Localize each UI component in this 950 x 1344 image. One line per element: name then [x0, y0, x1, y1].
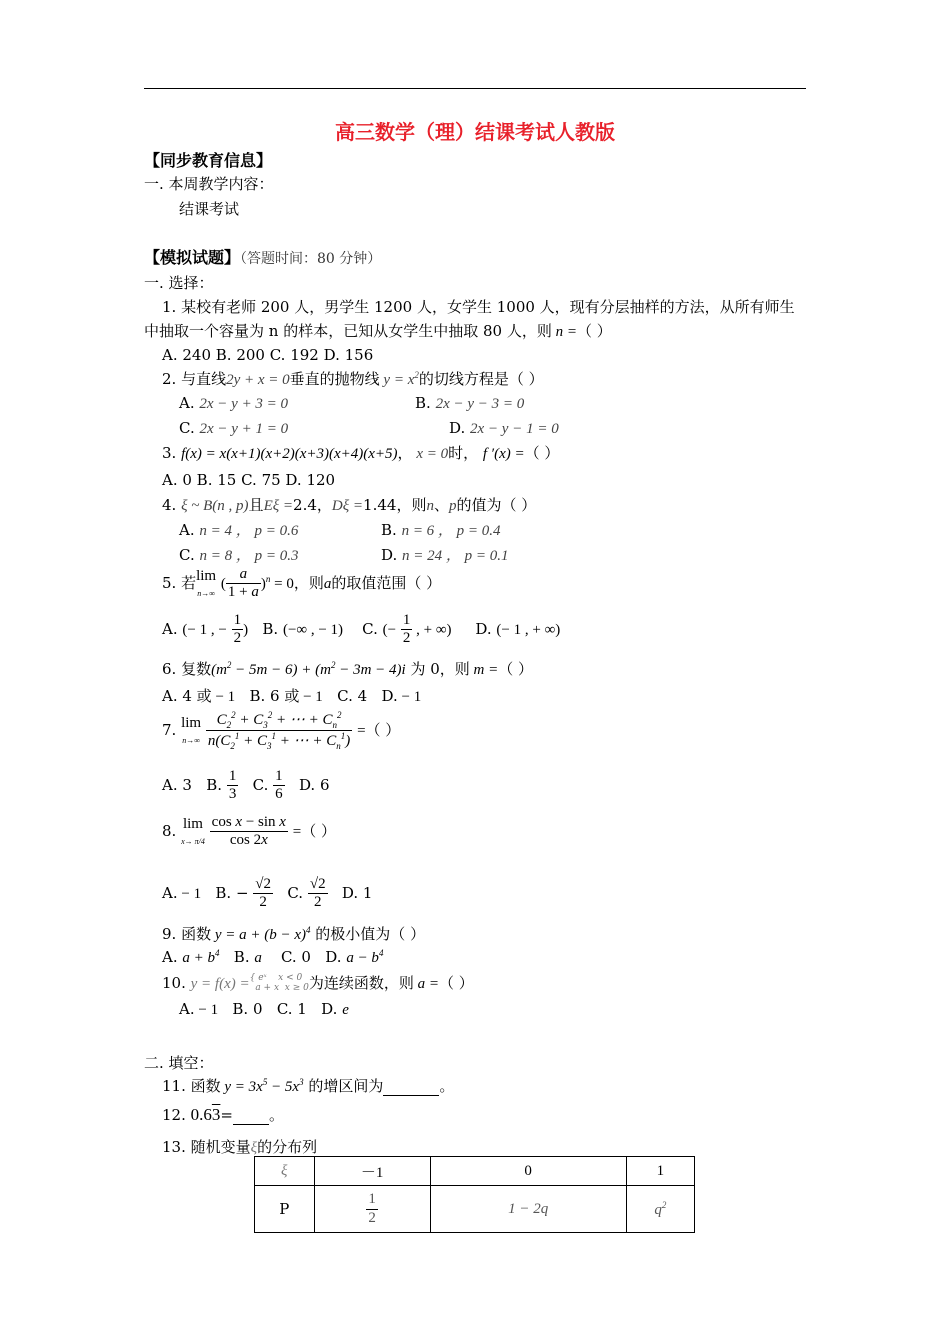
q7-stem: 7. lim n→∞ $\frac{C_2^2 + C_3^2 + \cdots + C_n^2}{n(C_2^1 + C_3^1 + \cdots + C_n^1)}$ =（ ） [162, 710, 401, 752]
content-text: 结课考试 [179, 200, 240, 218]
q9-stem: 9. 函数 $y = a + (b - x)^4$ 的极小值为（ ） [162, 925, 426, 943]
q8-opt-d: D. 1 [341, 883, 373, 902]
q4-stem: 4. ξ ~ B(n , p)且Eξ =2.4，Dξ =1.44，则n、p的值为（ ） [162, 496, 537, 514]
header-rule [144, 88, 806, 89]
exam-heading: 【模拟试题】 [144, 248, 241, 267]
table-header-cell: －1 [314, 1157, 430, 1186]
paren: （ ） [438, 974, 474, 992]
q10-post: 为连续函数，则 [308, 974, 414, 992]
q1-line1: 1. 某校有老师 200 人，男学生 1200 人，女学生 1000 人，现有分层抽样的方法，从所有师生 [162, 298, 795, 316]
table-header-row [255, 1157, 695, 1186]
paren: （ ） [365, 720, 401, 739]
paren: （ ） [524, 444, 560, 462]
q10-opt-a: A. [179, 1000, 195, 1018]
exam-time: （答题时间：80 分钟） [240, 251, 382, 267]
paren: （ ） [498, 660, 534, 678]
q2-stem: 2. 与直线2y + x = 0垂直的抛物线 $y = x^2$的切线方程是（ ） [162, 370, 544, 388]
page-title: 高三数学（理）结课考试人教版 [335, 120, 615, 144]
q3-mid: 时， [448, 444, 479, 462]
section1-label: 一. 选择： [144, 274, 214, 292]
q4-and: 且 [248, 496, 264, 514]
q5-post: 的取值范围（ ） [331, 573, 442, 592]
q2-option-a: A. 2x − y + 3 = 0 [179, 394, 289, 412]
q7-num: 7. [162, 720, 177, 739]
table-header-cell: ξ [255, 1157, 315, 1186]
content-label: 一. 本周教学内容： [144, 175, 274, 193]
q4-then: ，则 [396, 496, 427, 514]
table-row-label: P [255, 1186, 315, 1233]
q4-num: 4. [162, 496, 177, 514]
q6-options: A. 4 或 − 1 B. 6 或 − 1 C. 4 D. − 1 [162, 687, 422, 705]
q12-blank[interactable] [233, 1106, 269, 1125]
q10-stem: 10. y = f(x) ={ eˣ x < 0 a + x x ≥ 0为连续函数，则 a =（ ） [162, 973, 474, 993]
q11-blank[interactable] [383, 1077, 439, 1096]
q3-num: 3. [162, 444, 177, 462]
q6-opt-c: C. 4 [337, 687, 368, 705]
q4-post: 的值为（ ） [456, 496, 537, 514]
q13-text: 13. 随机变量 [162, 1138, 251, 1156]
q4-option-a: A. n = 4 ， p = 0.6 [179, 521, 299, 539]
q9-post: 的极小值为（ ） [315, 925, 426, 943]
q5-stem: 5. 若lim n→∞ ( $\frac{a}{1 + a}$ )$^n$ = 0，则a的取值范围（ ） [162, 566, 442, 601]
q2-pre: 2. 与直线 [162, 370, 227, 388]
q3-stem: 3. f(x) = x(x+1)(x+2)(x+3)(x+4)(x+5)， x = 0时， f ′(x) =（ ） [162, 444, 560, 462]
q1-options: A. 240 B. 200 C. 192 D. 156 [162, 346, 374, 364]
q2-option-c: C. 2x − y + 1 = 0 [179, 419, 289, 437]
q10-opt-b: B. 0 [232, 1000, 263, 1018]
q8-opt-c: C. [287, 883, 304, 902]
q9-options: A. $a + b^4$ B. a C. 0 D. $a - b^4$ [162, 948, 384, 966]
q11-pre: 11. 函数 [162, 1077, 221, 1095]
q6-stem: 6. 复数$(m^2 - 5m - 6) + (m^2 - 3m - 4)i$ 为 0，则 m =（ ） [162, 660, 534, 678]
q10-num: 10. [162, 974, 186, 992]
table-cell: $\frac{1}{2}$ [314, 1186, 430, 1233]
q6-opt-a: A. 4 或 [162, 687, 212, 705]
q10-opt-c: C. 1 [276, 1000, 307, 1018]
q2-mid: 垂直的抛物线 [289, 370, 380, 388]
q11-stem: 11. 函数 $y = 3x^5 - 5x^3$ 的增区间为 。 [162, 1077, 455, 1095]
sync-info-heading: 【同步教育信息】 [144, 151, 273, 170]
q3-options: A. 0 B. 15 C. 75 D. 120 [162, 471, 336, 489]
q8-stem: 8. lim x→ π/4 $\frac{\text{cos x − sin x}}{\cos 2x}$ =（ ） [162, 814, 336, 849]
q4-option-d: D. n = 24 ， p = 0.1 [381, 546, 509, 564]
q8-num: 8. [162, 821, 177, 840]
paren: （ ） [576, 322, 612, 340]
q12-stem: 12. 0.63= 。 [162, 1105, 284, 1124]
q5-pre: 5. 若 [162, 573, 197, 592]
q7-opt-a: A. 3 [162, 775, 192, 794]
q5-options: A. (− 1 , − $\frac{1}{2}$ ) B. (−∞ , − 1) C. (− $\frac{1}{2}$ , + ∞) D. (− 1 , + ∞) [162, 612, 561, 647]
q9-pre: 9. 函数 [162, 925, 212, 943]
section2-label: 二. 填空： [144, 1054, 214, 1072]
q12-num: 12. [162, 1106, 186, 1124]
q8-options: A. − 1 B. − $\frac{√2}{2}$ C. $\frac{√2}{2}$ D. 1 [162, 876, 373, 911]
paren: （ ） [301, 821, 336, 840]
q11-post: 的增区间为 [308, 1077, 384, 1095]
table-header-cell: 0 [430, 1157, 626, 1186]
q10-options: A. − 1 B. 0 C. 1 D. e [179, 1000, 349, 1018]
q2-option-d: D. 2x − y − 1 = 0 [449, 419, 559, 437]
q1-text: 中抽取一个容量为 n 的样本，已知从女学生中抽取 80 人，则 [144, 322, 552, 340]
table-row [255, 1186, 695, 1233]
q2-option-b: B. 2x − y − 3 = 0 [415, 394, 525, 412]
q4-option-b: B. n = 6 ， p = 0.4 [381, 521, 501, 539]
q7-options: A. 3 B. $\frac{1}{3}$ C. $\frac{1}{6}$ D. 6 [162, 768, 330, 803]
q1-line2: 中抽取一个容量为 n 的样本，已知从女学生中抽取 80 人，则 n =（ ） [144, 322, 612, 340]
q7-opt-c: C. [252, 775, 269, 794]
q13-post: 的分布列 [257, 1138, 318, 1156]
q6-mid: 为 0，则 [410, 660, 470, 678]
exam-heading-line [144, 245, 381, 268]
table-header-cell: 1 [626, 1157, 694, 1186]
table-cell: 1 − 2q [430, 1186, 626, 1233]
q8-opt-a: A. [162, 883, 178, 902]
q13-stem: 13. 随机变量ξ的分布列 [162, 1138, 318, 1156]
q6-pre: 6. 复数 [162, 660, 212, 678]
distribution-table [254, 1156, 695, 1233]
q10-opt-d: D. [321, 1000, 338, 1018]
q7-opt-b: B. [206, 775, 223, 794]
q2-post: 的切线方程是（ ） [418, 370, 544, 388]
q6-opt-d: D. [381, 687, 398, 705]
table-cell: $q^2$ [626, 1186, 694, 1233]
q8-opt-b: B. [215, 883, 232, 902]
q6-opt-b: B. 6 或 [249, 687, 300, 705]
q7-opt-d: D. 6 [298, 775, 330, 794]
q4-option-c: C. n = 8 ， p = 0.3 [179, 546, 299, 564]
